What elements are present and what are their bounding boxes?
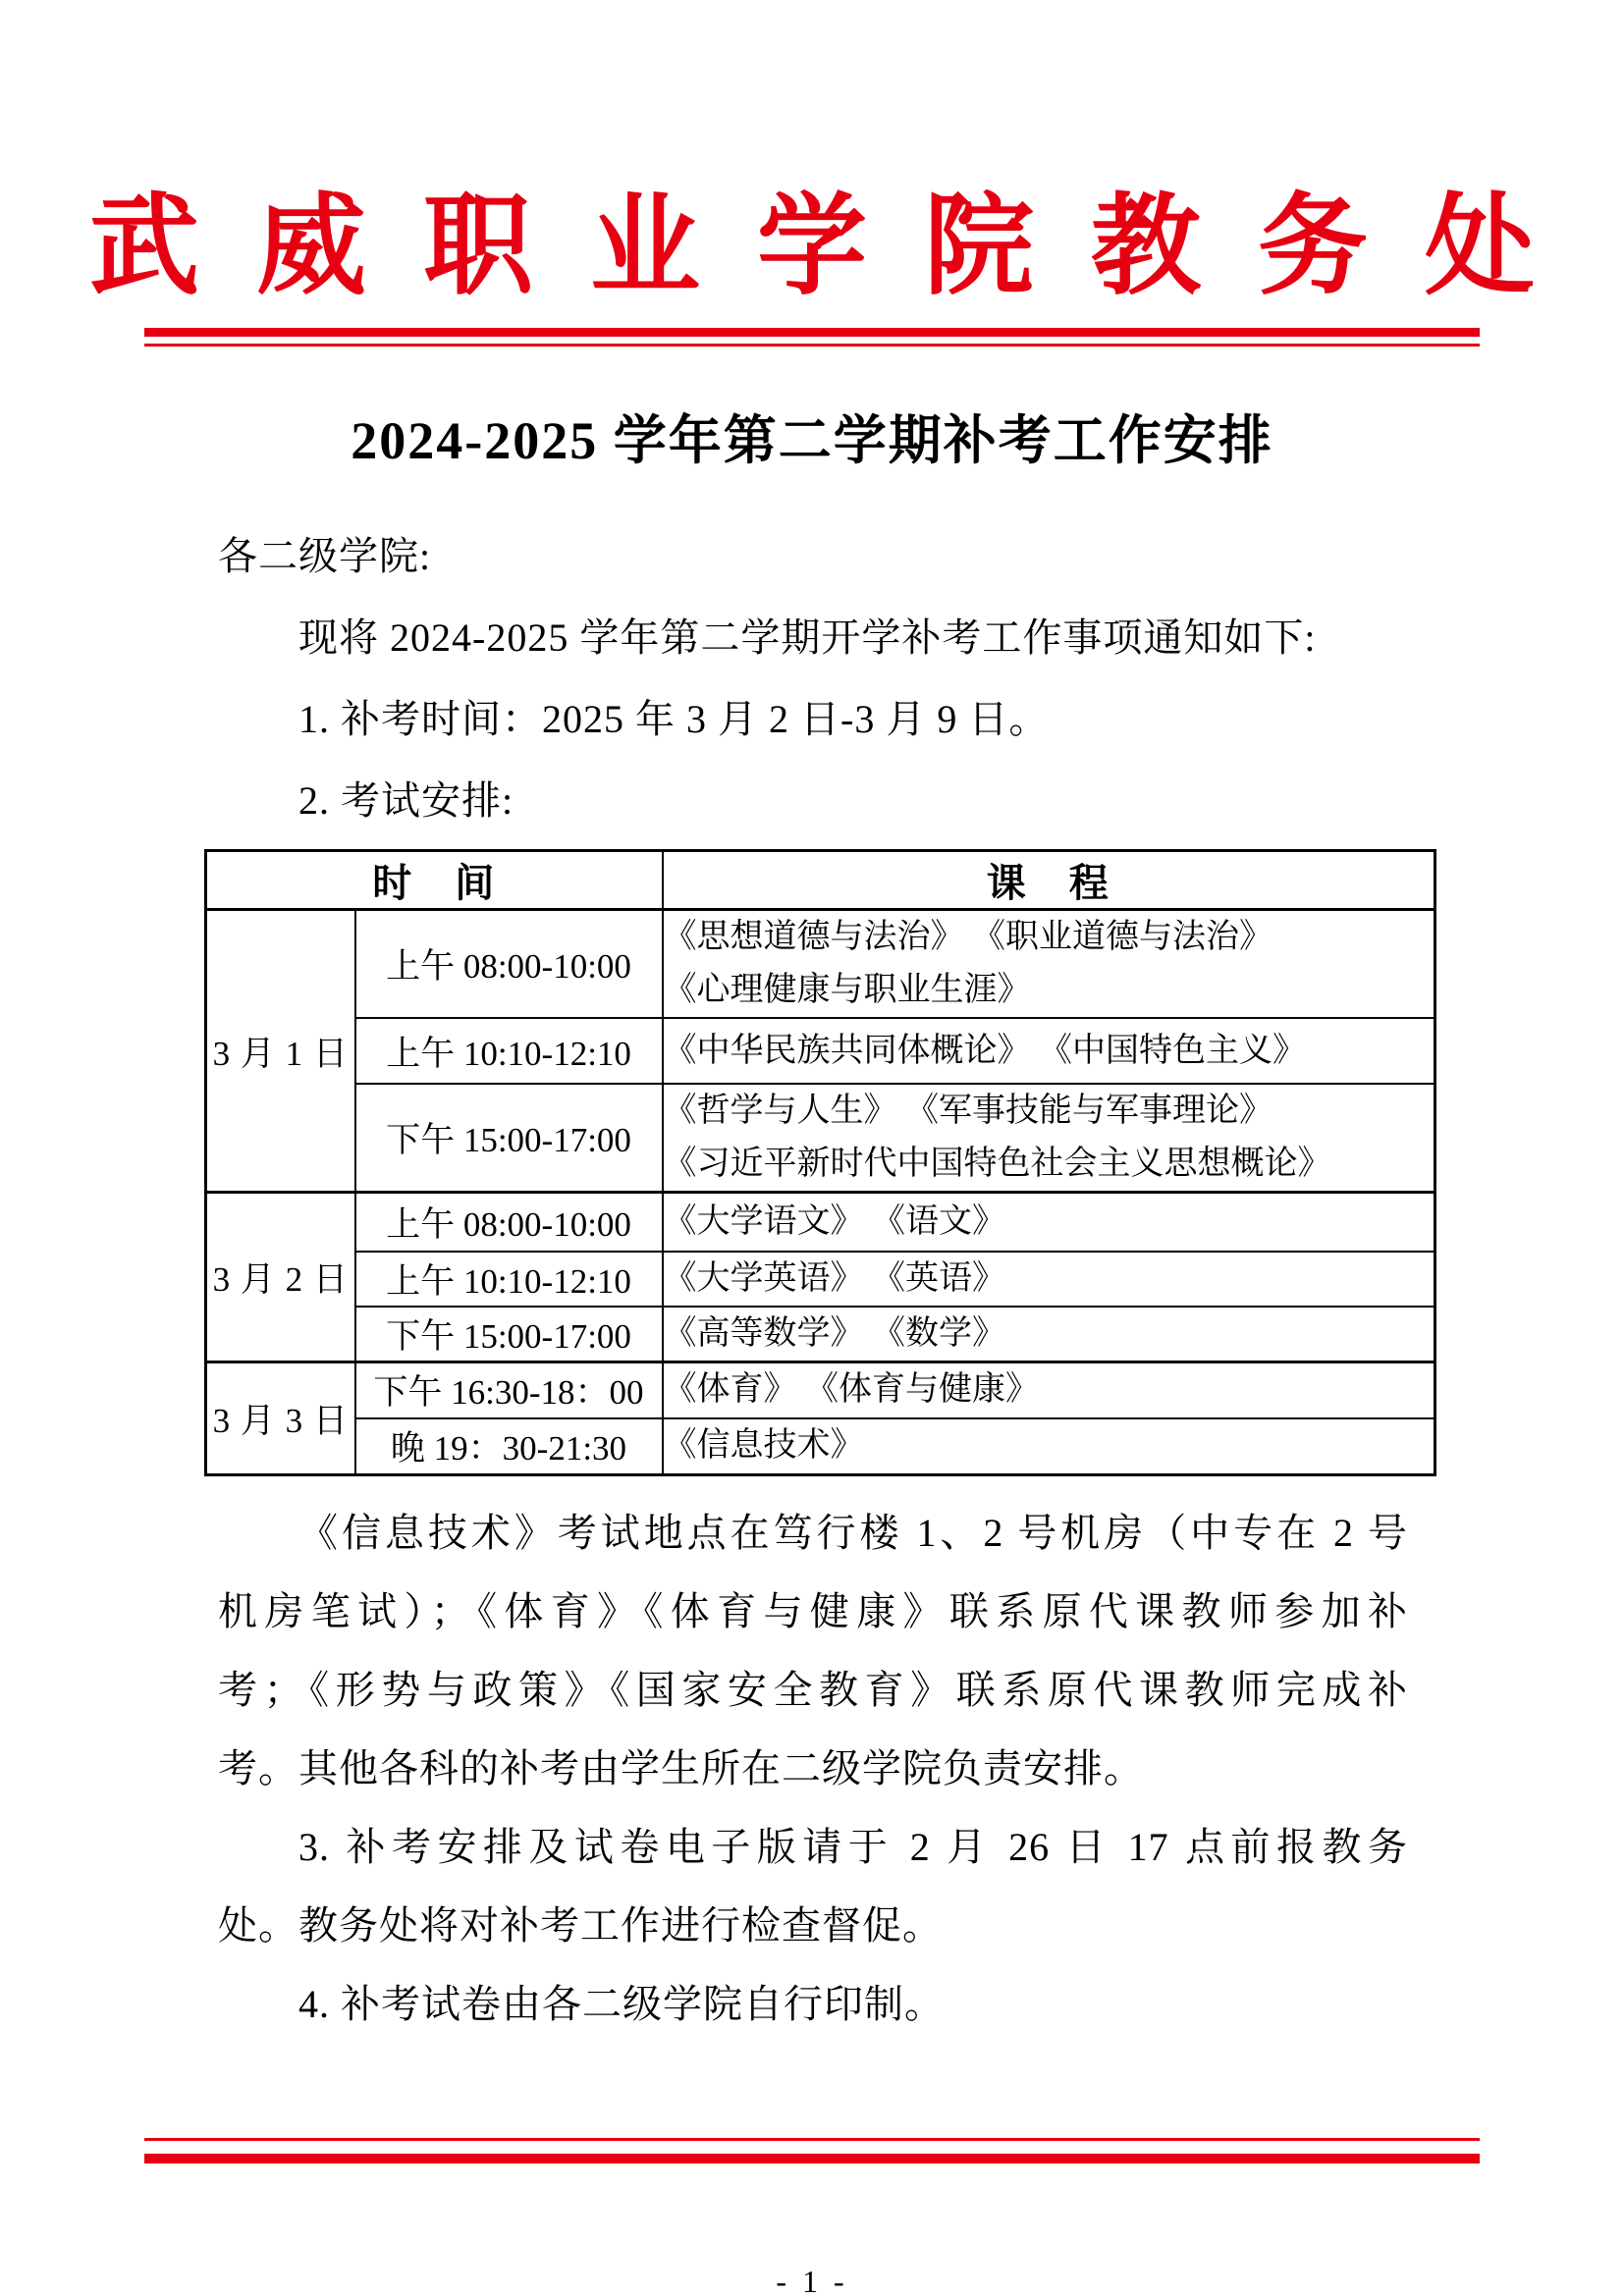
note-line: 《信息技术》考试地点在笃行楼 1、2 号机房（中专在 2 号 [298, 1511, 1408, 1555]
note-line: 4. 补考试卷由各二级学院自行印制。 [298, 1982, 945, 2026]
date-cell-mar3: 3 月 3 日 [206, 1362, 355, 1475]
course-cell [663, 1193, 1435, 1252]
item-2-line: 2. 考试安排: [298, 778, 514, 823]
table-row [206, 1018, 1435, 1084]
table-header-time: 时 间 [206, 851, 663, 910]
course-line: 《高等数学》 《数学》 [663, 1314, 1005, 1352]
course-line: 《大学英语》 《英语》 [663, 1259, 1005, 1297]
course-line: 《心理健康与职业生涯》 [663, 972, 1031, 1008]
note-line: 考。其他各科的补考由学生所在二级学院负责安排。 [218, 1746, 1144, 1790]
intro-line: 现将 2024-2025 学年第二学期开学补考工作事项通知如下: [298, 615, 1317, 660]
masthead-title: 武威职业学院教务处 [89, 187, 1592, 308]
document-title: 2024-2025 学年第二学期补考工作安排 [351, 411, 1273, 470]
date-cell-mar1: 3 月 1 日 [206, 910, 355, 1193]
time-cell: 下午 15:00-17:00 [355, 1307, 663, 1362]
time-cell: 晚 19：30-21:30 [355, 1418, 663, 1475]
date-cell-mar2: 3 月 2 日 [206, 1193, 355, 1362]
salutation-line: 各二级学院: [218, 534, 432, 578]
time-cell: 上午 08:00-10:00 [355, 910, 663, 1019]
course-line: 《信息技术》 [663, 1427, 864, 1465]
exam-schedule-table [204, 849, 1436, 1476]
footer-rule-thick [144, 2154, 1480, 2163]
course-cell [663, 1418, 1435, 1475]
item-1-line: 1. 补考时间：2025 年 3 月 2 日-3 月 9 日。 [298, 697, 1050, 741]
time-cell: 上午 10:10-12:10 [355, 1018, 663, 1084]
course-line: 《习近平新时代中国特色社会主义思想概论》 [663, 1146, 1331, 1182]
table-header-course: 课 程 [663, 851, 1435, 910]
table-header-row [206, 851, 1435, 910]
course-line: 《大学语文》 《语文》 [663, 1202, 1005, 1240]
course-cell [663, 1018, 1435, 1084]
table-row [206, 910, 1435, 1019]
time-cell: 上午 08:00-10:00 [355, 1193, 663, 1252]
footer-rule-thin [144, 2138, 1480, 2141]
note-line: 处。教务处将对补考工作进行检查督促。 [218, 1903, 943, 1948]
table-row [206, 1418, 1435, 1475]
course-cell [663, 1307, 1435, 1362]
course-cell [663, 910, 1435, 1019]
table-row [206, 1084, 1435, 1193]
note-line: 3. 补考安排及试卷电子版请于 2 月 26 日 17 点前报教务 [298, 1825, 1408, 1869]
table-row [206, 1362, 1435, 1418]
table-row [206, 1252, 1435, 1307]
table-row [206, 1193, 1435, 1252]
masthead-rule-thick [144, 328, 1480, 337]
course-cell [663, 1252, 1435, 1307]
course-cell [663, 1362, 1435, 1418]
time-cell: 下午 15:00-17:00 [355, 1084, 663, 1193]
note-line: 机房笔试）；《体育》《体育与健康》联系原代课教师参加补 [218, 1589, 1408, 1633]
notes-section [218, 1494, 1408, 2044]
course-line: 《中华民族共同体概论》 《中国特色主义》 [663, 1032, 1306, 1069]
table-row [206, 1307, 1435, 1362]
time-cell: 上午 10:10-12:10 [355, 1252, 663, 1307]
masthead-rule-thin [144, 344, 1480, 347]
course-line: 《哲学与人生》 《军事技能与军事理论》 [663, 1093, 1272, 1129]
page-number: - 1 - [776, 2264, 848, 2296]
note-line: 考；《形势与政策》《国家安全教育》联系原代课教师完成补 [218, 1668, 1408, 1712]
intro-section [218, 515, 1408, 841]
course-cell [663, 1084, 1435, 1193]
course-line: 《思想道德与法治》 《职业道德与法治》 [663, 919, 1272, 955]
time-cell: 下午 16:30-18：00 [355, 1362, 663, 1418]
course-line: 《体育》 《体育与健康》 [663, 1371, 1039, 1409]
